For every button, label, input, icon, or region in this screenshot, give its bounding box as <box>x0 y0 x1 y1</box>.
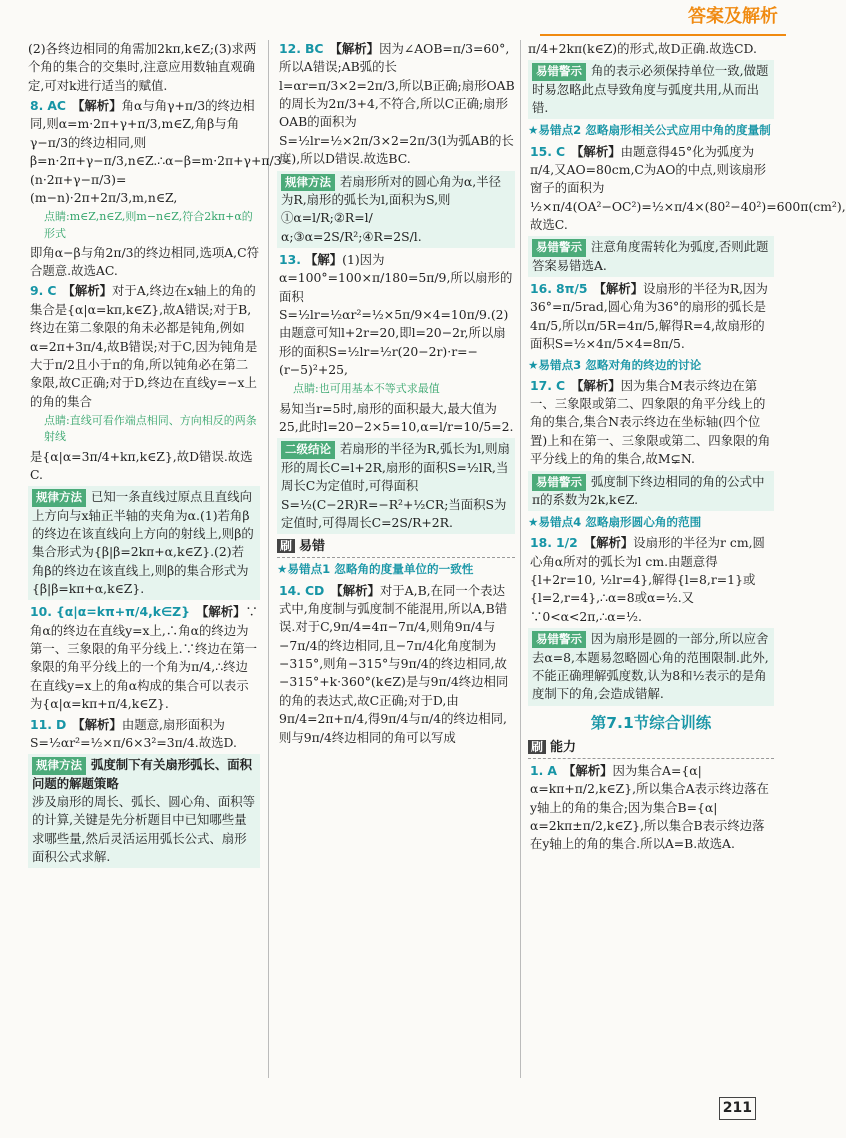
question-number: 12. <box>279 41 301 56</box>
column-right <box>528 40 846 1078</box>
analysis-label: 【解析】 <box>330 582 380 598</box>
warning-text: 因为扇形是圆的一部分,所以应舍去α=8,本题易忽略圆心角的范围限制.此外,不能正确理解弧度数,认为8和½表示的是角度制下的角,会造成错解. <box>532 631 769 702</box>
answer: C <box>47 283 57 299</box>
column-divider <box>268 40 269 1078</box>
method-title: 弧度制下有关扇形弧长、面积问题的解题策略 <box>32 757 253 791</box>
method-text: 涉及扇形的周长、弧长、圆心角、面积等的计算,关键是先分析题目中已知哪些量求哪些量,然后灵活运用弧长公式、扇形面积公式求解. <box>32 794 256 865</box>
warning-box <box>528 236 774 277</box>
analysis-text: 设扇形的半径为r cm,圆心角α所对的弧长为l cm.由题意得{l+2r=10, ½lr=4},解得{l=8,r=1}或{l=2,r=4},∴α=8或α=½.又∵0<α<2π,∴α=½. <box>530 535 765 624</box>
section-label: 易错 <box>299 539 326 555</box>
question-15 <box>528 143 846 235</box>
question-number: 1. <box>530 762 544 778</box>
analysis-text: 对于A,终边在x轴上的角的集合是{α|α=kπ,k∈Z},故A错误;对于B,终边在第二象限的角未必都是钝角,例如α=2π+3π/4,故B错误;对于C,因为钝角是大于π/2且小于π的角,所以钝角必在第二象限,故C正确;对于D,终边在直线y=−x上的角的集合 <box>30 283 258 409</box>
question-number: 16. <box>530 281 552 297</box>
analysis-label: 【解析】 <box>571 377 621 393</box>
question-number: 18. <box>530 535 552 551</box>
question-17 <box>528 377 774 469</box>
answer: C <box>555 143 566 159</box>
analysis-label: 【解】 <box>304 251 343 267</box>
answer: {α|α=kπ+π/4,k∈Z} <box>55 604 190 620</box>
conclusion-text: 即角α−β与角2π/3的终边相同,选项A,C符合题意.故选AC. <box>30 244 259 279</box>
question-9 <box>28 282 260 484</box>
hint-note: 点睛:也可用基本不等式求最值 <box>293 382 440 396</box>
method-tag: 规律方法 <box>281 174 335 191</box>
question-12 <box>277 40 515 169</box>
question-14 <box>277 582 515 747</box>
question-number: 14. <box>279 582 301 598</box>
question-number: 17. <box>530 377 552 393</box>
shua-badge: 刷 <box>277 539 295 553</box>
method-text: 若扇形所对的圆心角为α,半径为R,扇形的弧长为l,面积为S,则①α=l/R;②R=l/α;③α=2S/R²;④R=2S/l. <box>281 173 501 244</box>
analysis-label: 【解析】 <box>583 535 634 551</box>
analysis-text: 因为集合A={α|α=kπ+π/2,k∈Z},所以集合A表示终边落在y轴上的角的集合;因为集合B={α|α=2kπ±π/2,k∈Z},所以集合B表示终边落在y轴上的角的集合.所以A=B.故选A. <box>530 762 769 852</box>
answer: CD <box>304 582 325 598</box>
conclusion-tag: 二级结论 <box>281 441 335 458</box>
method-text: 已知一条直线过原点且直线向上方向与x轴正半轴的夹角为α.(1)若角β的终边在该直线向上方向的射线上,则β的集合形式为{β|β=2kπ+α,k∈Z}.(2)若角β的终边在该直线上,则β的集合形式为{β|β=kπ+α,k∈Z}. <box>32 489 254 597</box>
method-tag: 规律方法 <box>32 489 86 506</box>
conclusion-text: 易知当r=5时,扇形的面积最大,最大值为25,此时l=20−2×5=10,α=l/r=10/5=2. <box>279 400 514 435</box>
method-box <box>28 754 260 868</box>
analysis-label: 【解析】 <box>62 283 112 299</box>
analysis-text: 对于A,B,在同一个表达式中,角度制与弧度制不能混用,所以A,B错误.对于C,9π/4=4π−7π/4,则角9π/4与−7π/4的终边相同,且−7π/4化角度制为−315°,则角−315°与9π/4的终边相同,故−315°+k·360°(k∈Z)是与9π/4终边相同的角的表达式,故C正确;对于D,由9π/4=2π+π/4,得9π/4与π/4的终边相同,则与9π/4终边相同的角可以写成 <box>279 582 509 745</box>
error-point-heading: ★易错点3 忽略对角的终边的讨论 <box>528 357 702 372</box>
analysis-label: 【解析】 <box>571 143 621 159</box>
method-box <box>28 486 260 600</box>
warning-text: 角的表示必须保持单位一致,做题时易忽略此点导致角度与弧度共用,从而出错. <box>532 63 769 116</box>
question-13 <box>277 251 515 437</box>
conclusion-text: 是{α|α=3π/4+kπ,k∈Z},故D错误.故选C. <box>30 448 253 482</box>
analysis-label: 【解析】 <box>562 762 613 778</box>
warning-tag: 易错警示 <box>532 239 586 256</box>
question-number: 11. <box>30 716 52 732</box>
analysis-label: 【解析】 <box>72 716 122 732</box>
section-title: 第7.1节综合训练 <box>590 713 712 732</box>
section-heading-ability <box>528 738 774 759</box>
question-number: 15. <box>530 143 552 159</box>
warning-tag: 易错警示 <box>532 63 586 80</box>
warning-text: 注意角度需转化为弧度,否则此题答案易错选A. <box>532 239 769 273</box>
question-11 <box>28 716 260 753</box>
question-number: 13. <box>279 251 301 267</box>
question-10 <box>28 603 260 713</box>
answer: AC <box>47 98 67 114</box>
analysis-text: 设扇形的半径为R,因为36°=π/5rad,圆心角为36°的扇形的弧长是4π/5,所以π/5R=4π/5,解得R=4,故扇形的面积S=½×4π/5×4=8π/5. <box>530 281 768 352</box>
warning-tag: 易错警示 <box>532 631 586 648</box>
analysis-text: 因为集合M表示终边在第一、三象限或第二、四象限的角平分线上的角的集合,集合N表示终边在坐标轴(四个位置)上和在第一、三象限或第二、四象限的角平分线上的角的集合,故M⊊N. <box>530 377 771 467</box>
analysis-text: ∵角α的终边在直线y=x上,∴角α的终边为第一、三象限的角平分线上.∵终边在第一象限的角平分线上的一个角为π/4,∴终边在直线y=x上的角α构成的集合可以表示为{α|α=kπ+π/4,k∈Z}. <box>30 604 258 712</box>
shua-badge: 刷 <box>528 740 546 754</box>
section-heading-errors <box>277 537 515 558</box>
conclusion-box <box>277 438 515 534</box>
header-rule <box>540 34 786 36</box>
analysis-text: (1)因为α=100°=100×π/180=5π/9,所以扇形的面积S=½lr=½αr²=½×5π/9×4=10π/9.(2)由题意可知l+2r=20,即l=20−2r,所以扇形的面积S=½lr=½r(20−2r)·r=−(r−5)²+25, <box>279 251 513 378</box>
answer: C <box>555 377 566 393</box>
hint-note: 点睛:m∈Z,n∈Z,则m−n∈Z,符合2kπ+α的形式 <box>44 210 253 240</box>
analysis-label: 【解析】 <box>593 281 644 297</box>
warning-box <box>528 60 774 119</box>
continued-text: (2)各终边相同的角需加2kπ,k∈Z;(3)求两个角的集合的交集时,注意应用数轴直观确定,可对k进行适当的赋值. <box>28 41 257 93</box>
question-number: 8. <box>30 98 44 114</box>
error-point-heading: ★易错点2 忽略扇形相关公式应用中角的度量制 <box>528 123 771 138</box>
answer: BC <box>304 41 324 56</box>
analysis-label: 【解析】 <box>329 41 380 56</box>
conclusion-box-text: 若扇形的半径为R,弧长为l,则扇形的周长C=l+2R,扇形的面积S=½lR,当周长C为定值时,可得面积S=½(C−2R)R=−R²+½CR;当面积S为定值时,可得周长C=2S/R+2R. <box>281 441 510 530</box>
question-18 <box>528 534 774 626</box>
continued-text: π/4+2kπ(k∈Z)的形式,故D正确.故选CD. <box>528 41 757 56</box>
warning-text: 弧度制下终边相同的角的公式中π的系数为2k,k∈Z. <box>532 473 765 507</box>
method-box <box>277 171 515 248</box>
answer: A <box>547 762 557 778</box>
analysis-text: 由题意,扇形面积为S=½αr²=½×π/6×3²=3π/4.故选D. <box>30 716 237 750</box>
warning-tag: 易错警示 <box>532 474 586 491</box>
question-number: 10. <box>30 604 52 620</box>
analysis-label: 【解析】 <box>72 98 122 114</box>
warning-box <box>528 471 774 512</box>
analysis-text: 因为∠AOB=π/3=60°,所以A错误;AB弧的长l=αr=π/3×2=2π/3,所以B正确;扇形OAB的周长为2π/3+4,不符合,所以C正确;扇形OAB的面积为S=½lr=½×2π/3×2=2π/3(l为弧AB的长度),所以D错误.故选BC. <box>279 41 515 167</box>
analysis-label: 【解析】 <box>195 604 246 620</box>
question-16 <box>528 280 774 353</box>
question-1 <box>528 762 774 854</box>
header-title: 答案及解析 <box>688 6 778 27</box>
analysis-text: 角α与角γ+π/3的终边相同,则α=m·2π+γ+π/3,m∈Z,角β与角γ−π/3的终边相同,则β=n·2π+γ−π/3,n∈Z.∴α−β=m·2π+γ+π/3−(n·2π+γ−π/3)=(m−n)·2π+2π/3,m,n∈Z, <box>30 98 292 205</box>
error-point-heading: ★易错点4 忽略扇形圆心角的范围 <box>528 515 702 530</box>
question-number: 9. <box>30 283 44 299</box>
analysis-text: 由题意得45°化为弧度为π/4,又AO=80cm,C为AO的中点,则该扇形窗子的面积为½×π/4(OA²−OC²)=½×π/4×(80²−40²)=600π(cm²),故选C. <box>530 143 846 233</box>
column-middle <box>277 40 515 1078</box>
page-number: 211 <box>719 1097 756 1120</box>
answer: 1/2 <box>555 535 578 551</box>
hint-note: 点睛:直线可看作端点相同、方向相反的两条射线 <box>44 414 257 444</box>
answer: D <box>55 716 67 732</box>
answer: 8π/5 <box>555 281 588 297</box>
error-point-heading: ★易错点1 忽略角的度量单位的一致性 <box>277 562 474 577</box>
section-label: 能力 <box>550 739 577 755</box>
column-divider <box>520 40 521 1078</box>
method-tag: 规律方法 <box>32 757 86 774</box>
warning-box <box>528 628 774 705</box>
